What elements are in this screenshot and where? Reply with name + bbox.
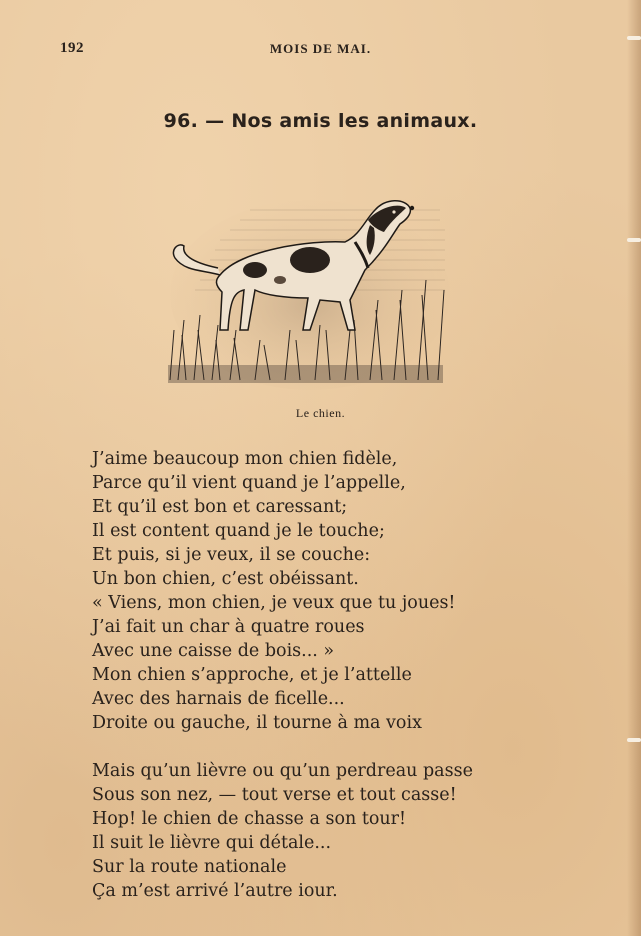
poem-line: Sur la route nationale bbox=[92, 857, 287, 877]
lesson-title: 96. — Nos amis les animaux. bbox=[163, 110, 478, 132]
poem-line: J’aime beaucoup mon chien fidèle, bbox=[92, 449, 398, 469]
running-title: MOIS DE MAI. bbox=[269, 41, 372, 56]
poem-stanza-1 bbox=[92, 447, 612, 735]
poem-line: Un bon chien, c’est obéissant. bbox=[92, 569, 359, 589]
poem-line: Hop! le chien de chasse a son tour! bbox=[92, 809, 407, 829]
poem-line: Mon chien s’approche, et je l’attelle bbox=[92, 665, 412, 685]
poem-line: Avec des harnais de ficelle... bbox=[92, 689, 345, 709]
page-edge bbox=[627, 0, 641, 936]
poem-line: Et puis, si je veux, il se couche: bbox=[92, 545, 371, 565]
page-edge-mark bbox=[627, 738, 641, 742]
illustration-caption: Le chien. bbox=[295, 406, 346, 420]
poem-line: Et qu’il est bon et caressant; bbox=[92, 497, 348, 517]
dog-illustration bbox=[160, 180, 450, 390]
page-number: 192 bbox=[60, 40, 84, 56]
poem bbox=[92, 447, 612, 903]
poem-line: Droite ou gauche, il tourne à ma voix bbox=[92, 713, 422, 733]
page-edge-mark bbox=[627, 36, 641, 40]
poem-line: Il suit le lièvre qui détale... bbox=[92, 833, 332, 853]
poem-line: « Viens, mon chien, je veux que tu joues! bbox=[92, 593, 456, 613]
poem-line: Ça m’est arrivé l’autre iour. bbox=[92, 881, 338, 901]
page-edge-mark bbox=[627, 238, 641, 242]
poem-stanza-2 bbox=[92, 759, 612, 903]
poem-line: Parce qu’il vient quand je l’appelle, bbox=[92, 473, 406, 493]
poem-line: Avec une caisse de bois... » bbox=[92, 641, 335, 661]
poem-line: J’ai fait un char à quatre roues bbox=[92, 617, 365, 637]
poem-line: Sous son nez, — tout verse et tout casse! bbox=[92, 785, 457, 805]
poem-line: Il est content quand je le touche; bbox=[92, 521, 385, 541]
poem-line: Mais qu’un lièvre ou qu’un perdreau passe bbox=[92, 761, 473, 781]
